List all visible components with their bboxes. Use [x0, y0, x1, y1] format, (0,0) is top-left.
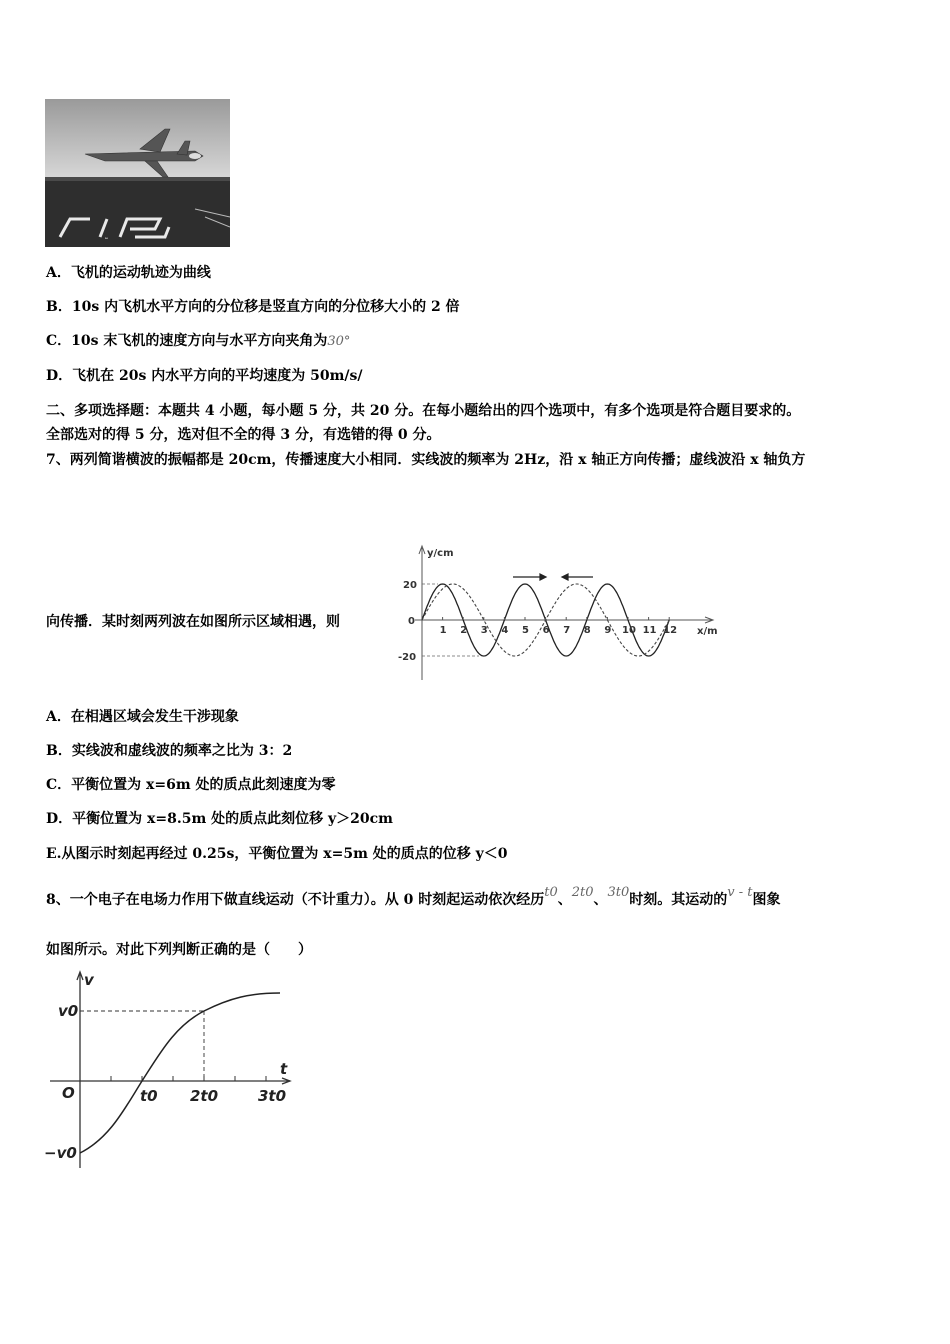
vt-symbol: v - t: [727, 885, 753, 900]
q7-option-c: C．平衡位置为 x=6m 处的质点此刻速度为零: [46, 777, 336, 793]
q8-stem-line1: [46, 885, 781, 909]
wave-graph: [395, 540, 725, 685]
q6-option-a: A．飞机的运动轨迹为曲线: [46, 265, 211, 281]
v-axis-label: v: [84, 971, 94, 989]
origin-label: 0: [408, 616, 415, 627]
q6-option-d: D．飞机在 20s 内水平方向的平均速度为 50m/s/: [46, 368, 363, 384]
q7-option-b: B．实线波和虚线波的频率之比为 3：2: [46, 743, 293, 759]
deck-marking: 16: [105, 238, 108, 240]
q7-option-d: D．平衡位置为 x=8.5m 处的质点此刻位移 y＞20cm: [46, 811, 393, 827]
q8-stem-part2: 时刻。其运动的: [629, 892, 728, 908]
x-tick-9: 9: [604, 625, 612, 636]
q6-option-b: B．10s 内飞机水平方向的分位移是竖直方向的分位移大小的 2 倍: [46, 299, 460, 315]
x-tick-5: 5: [522, 625, 529, 636]
q8-sep2: 、: [593, 892, 608, 908]
section2-header-line2: 全部选对的得 5 分，选对但不全的得 3 分，有选错的得 0 分。: [46, 427, 441, 443]
aircraft-carrier-photo: [45, 99, 230, 247]
y-tick-pos: 20: [403, 580, 417, 591]
section2-header-line1: 二、多项选择题：本题共 4 小题，每小题 5 分，共 20 分。在每小题给出的四个选项中，有多个选项是符合题目要求的。: [46, 403, 801, 419]
x-tick-11: 11: [642, 625, 657, 636]
t0-tick-label: t0: [140, 1087, 158, 1105]
neg-v0-label: −v0: [44, 1144, 77, 1162]
q8-sep1: 、: [557, 892, 572, 908]
x-axis-label: x/m: [697, 626, 718, 637]
x-tick-8: 8: [583, 625, 591, 636]
q8-stem-part1: 8、一个电子在电场力作用下做直线运动（不计重力）。从 0 时刻起运动依次经历: [46, 892, 545, 908]
x-tick-1: 1: [439, 625, 447, 636]
vt-curve: [80, 993, 280, 1153]
2t0-tick-label: 2t0: [190, 1087, 219, 1105]
x-tick-4: 4: [501, 625, 509, 636]
x-tick-10: 10: [622, 625, 636, 636]
3t0-tick-label: 3t0: [258, 1087, 287, 1105]
q6-option-c: [46, 330, 350, 350]
x-tick-7: 7: [563, 625, 571, 636]
x-tick-2: 2: [460, 625, 468, 636]
v0-label: v0: [58, 1002, 79, 1020]
q7-option-e: E.从图示时刻起再经过 0.25s，平衡位置为 x=5m 处的质点的位移 y＜0: [46, 846, 508, 862]
origin-o-label: O: [62, 1084, 75, 1102]
q7-stem-line1: 7、两列简谐横波的振幅都是 20cm，传播速度大小相同．实线波的频率为 2Hz，沿 x 轴正方向传播；虚线波沿 x 轴负方: [46, 452, 806, 468]
t-axis-label: t: [280, 1060, 288, 1078]
vt-graph: [40, 968, 300, 1173]
x-tick-6: 6: [542, 625, 550, 636]
q7-option-a: A．在相遇区域会发生干涉现象: [46, 709, 239, 725]
3t0-symbol: 3t0: [607, 885, 630, 900]
2t0-symbol: 2t0: [571, 885, 594, 900]
x-tick-3: 3: [480, 625, 488, 636]
q6-option-c-text: C．10s 末飞机的速度方向与水平方向夹角为: [46, 333, 328, 349]
y-axis-label: y/cm: [427, 548, 454, 559]
q7-stem-line2: 向传播．某时刻两列波在如图所示区域相遇，则: [46, 614, 340, 630]
angle-30: 30°: [327, 334, 351, 349]
y-tick-neg: -20: [398, 652, 417, 663]
t0-symbol: t0: [544, 885, 558, 900]
q8-stem-line2: 如图所示。对此下列判断正确的是（ ）: [46, 942, 312, 958]
x-tick-12: 12: [663, 625, 678, 636]
q8-stem-part3: 图象: [752, 892, 781, 908]
